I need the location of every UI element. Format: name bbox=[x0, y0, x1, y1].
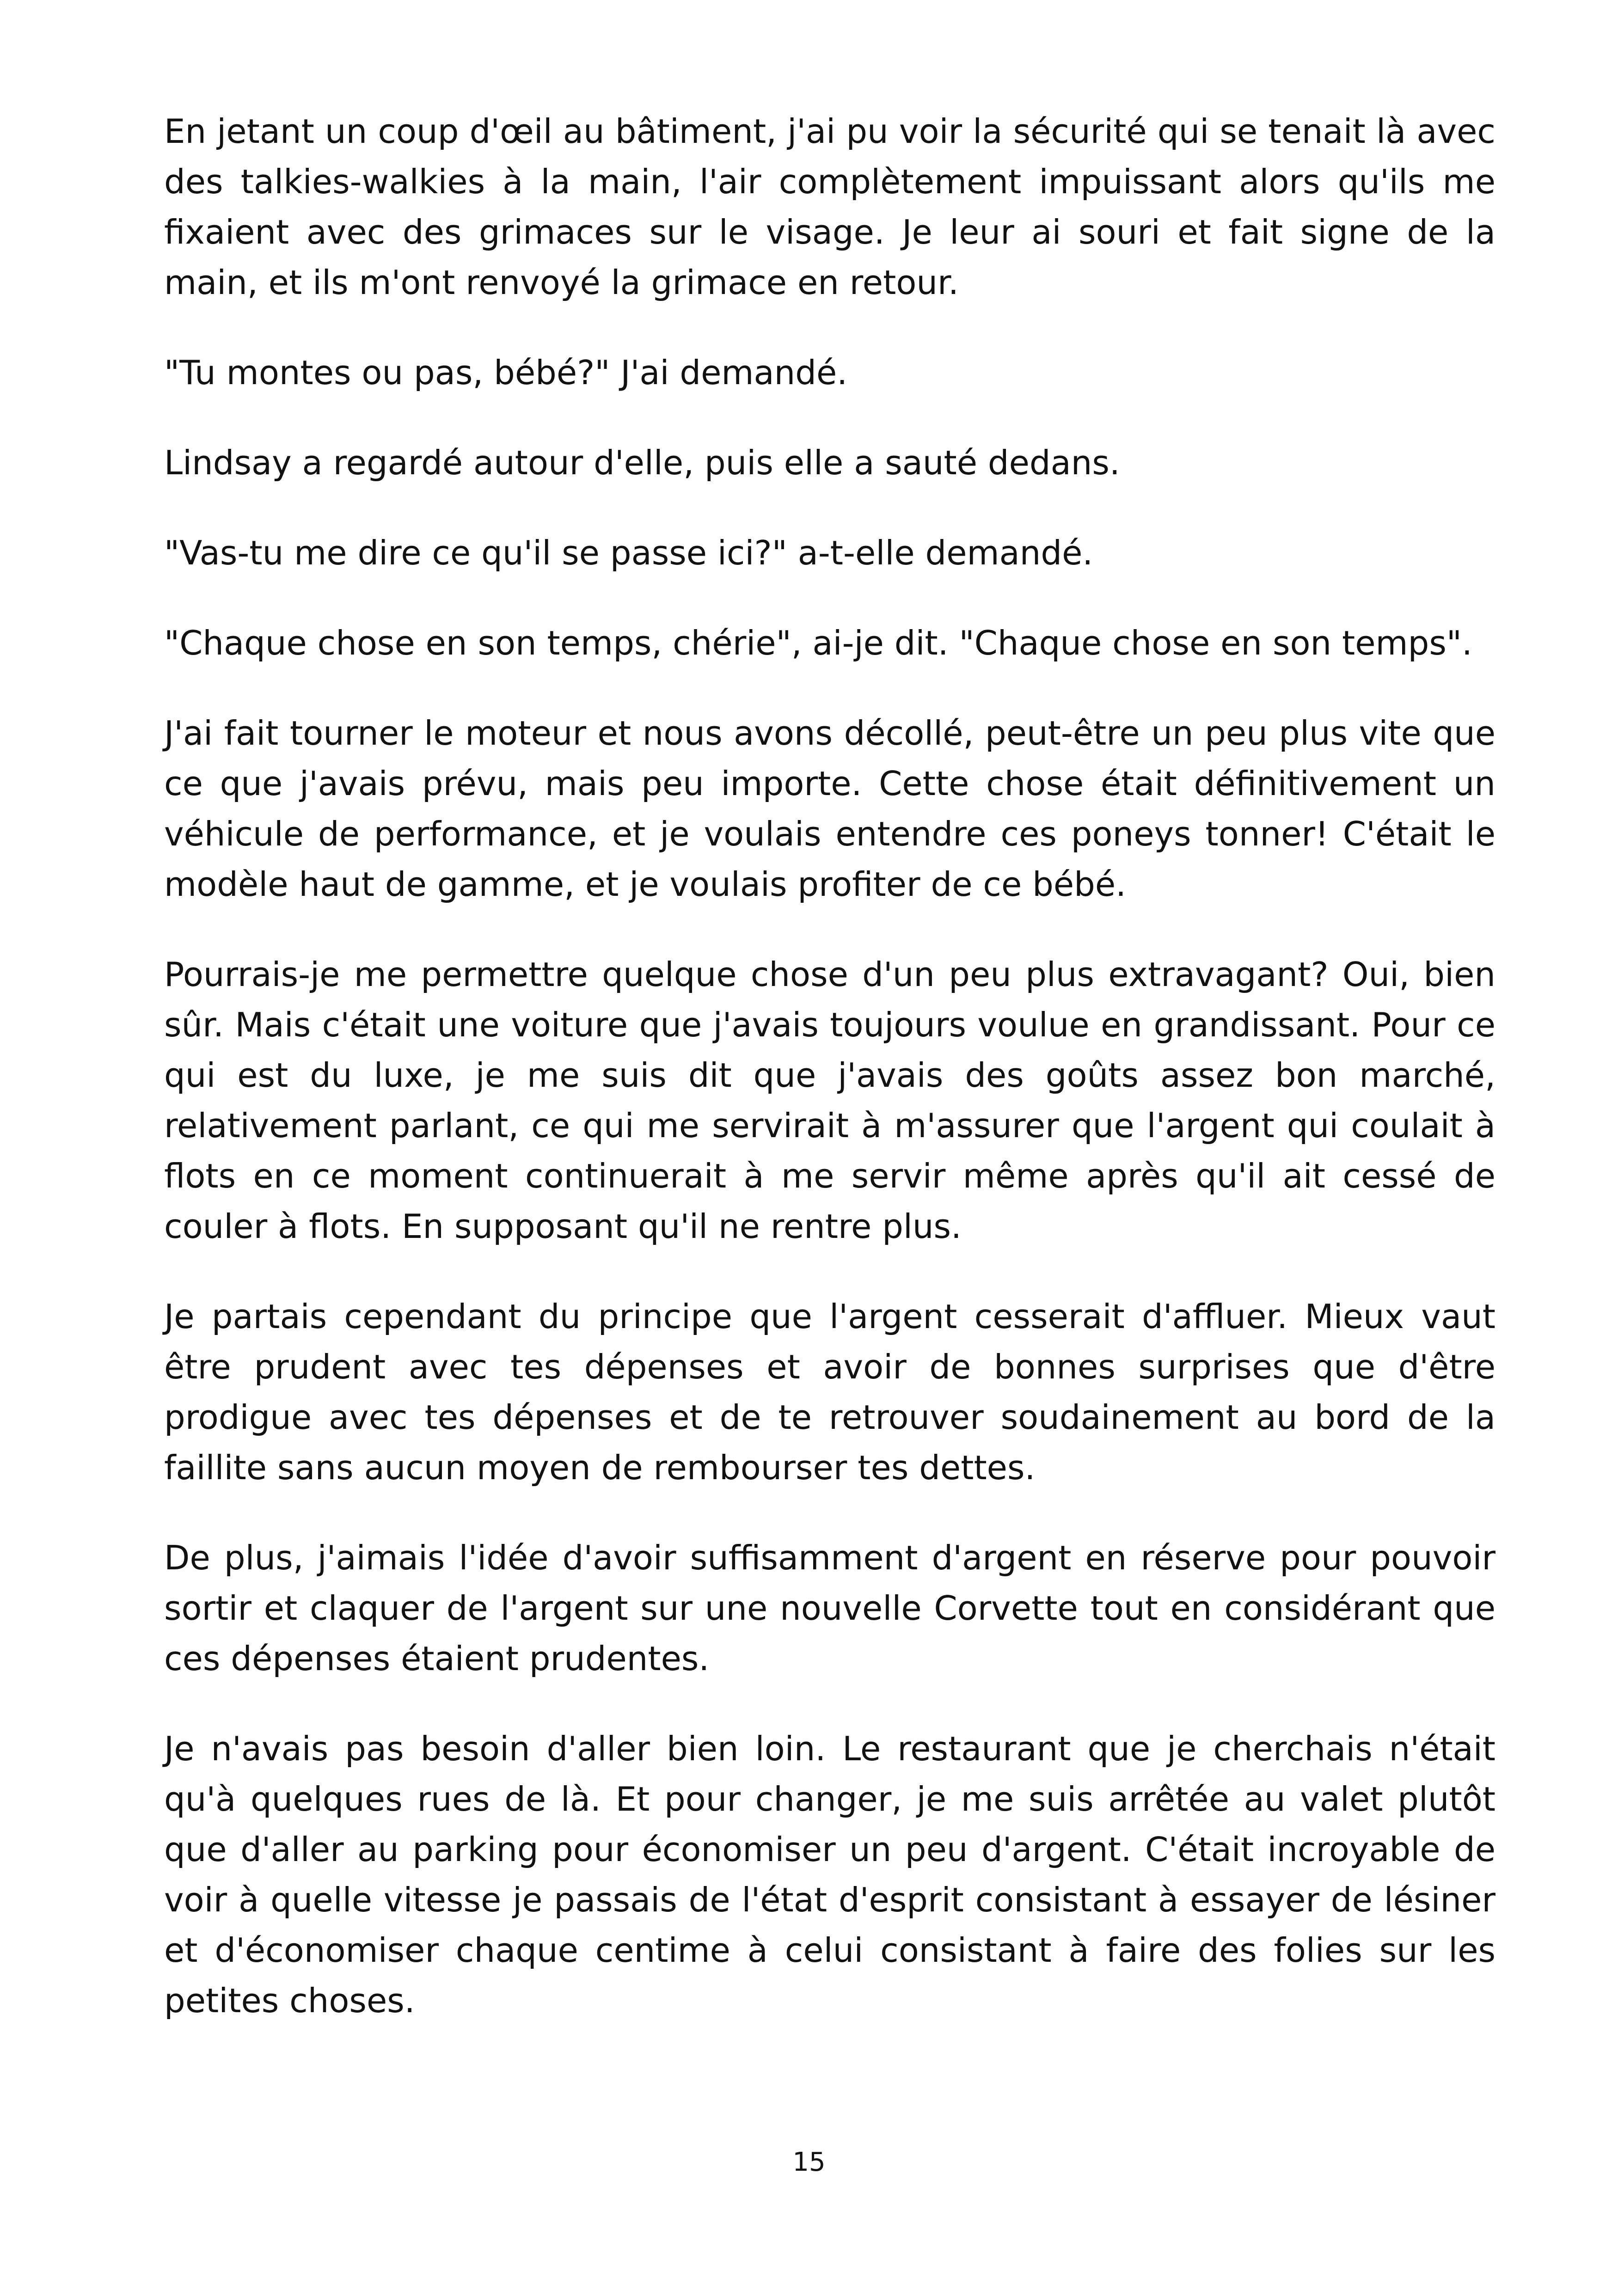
paragraph-9: De plus, j'aimais l'idée d'avoir suffisamment d'argent en réserve pour pouvoir sortir et claquer de l'argent sur une nouvelle Corvette tout en considérant que ces dépenses étaient prudentes. bbox=[164, 1538, 1495, 1678]
page-number: 15 bbox=[792, 2147, 826, 2177]
paragraph-8: Je partais cependant du principe que l'argent cesserait d'affluer. Mieux vaut être prudent avec tes dépenses et avoir de bonnes surprises que d'être prodigue avec tes dépenses et de te retrouver soudainement au bord de la faillite sans aucun moyen de rembourser tes dettes. bbox=[164, 1297, 1495, 1487]
paragraph-1: En jetant un coup d'œil au bâtiment, j'ai pu voir la sécurité qui se tenait là avec des talkies-walkies à la main, l'air complètement impuissant alors qu'ils me fixaient avec des grimaces sur le visage. Je leur ai souri et fait signe de la main, et ils m'ont renvoyé la grimace en retour. bbox=[164, 112, 1495, 302]
paragraph-2: "Tu montes ou pas, bébé?" J'ai demandé. bbox=[164, 353, 848, 392]
paragraph-7: Pourrais-je me permettre quelque chose d'un peu plus extravagant? Oui, bien sûr. Mais c'était une voiture que j'avais toujours voulue en grandissant. Pour ce qui est du luxe, je me suis dit que j'avais des goûts assez bon marché, relativement parlant, ce qui me servirait à m'assurer que l'argent qui coulait à flots en ce moment continuerait à me servir même après qu'il ait cessé de couler à flots. En supposant qu'il ne rentre plus. bbox=[164, 955, 1495, 1246]
paragraph-3: Lindsay a regardé autour d'elle, puis elle a sauté dedans. bbox=[164, 443, 1120, 482]
paragraph-6: J'ai fait tourner le moteur et nous avons décollé, peut-être un peu plus vite que ce que j'avais prévu, mais peu importe. Cette chose était définitivement un véhicule de performance, et je voulais entendre ces poneys tonner! C'était le modèle haut de gamme, et je voulais profiter de ce bébé. bbox=[164, 714, 1495, 904]
paragraph-5: "Chaque chose en son temps, chérie", ai-je dit. "Chaque chose en son temps". bbox=[164, 624, 1472, 662]
paragraph-10: Je n'avais pas besoin d'aller bien loin. Le restaurant que je cherchais n'était qu'à quelques rues de là. Et pour changer, je me suis arrêtée au valet plutôt que d'aller au parking pour économiser un peu d'argent. C'était incroyable de voir à quelle vitesse je passais de l'état d'esprit consistant à essayer de lésiner et d'économiser chaque centime à celui consistant à faire des folies sur les petites choses. bbox=[164, 1729, 1495, 2020]
paragraph-4: "Vas-tu me dire ce qu'il se passe ici?" a-t-elle demandé. bbox=[164, 533, 1093, 572]
body-text bbox=[164, 106, 1495, 2066]
